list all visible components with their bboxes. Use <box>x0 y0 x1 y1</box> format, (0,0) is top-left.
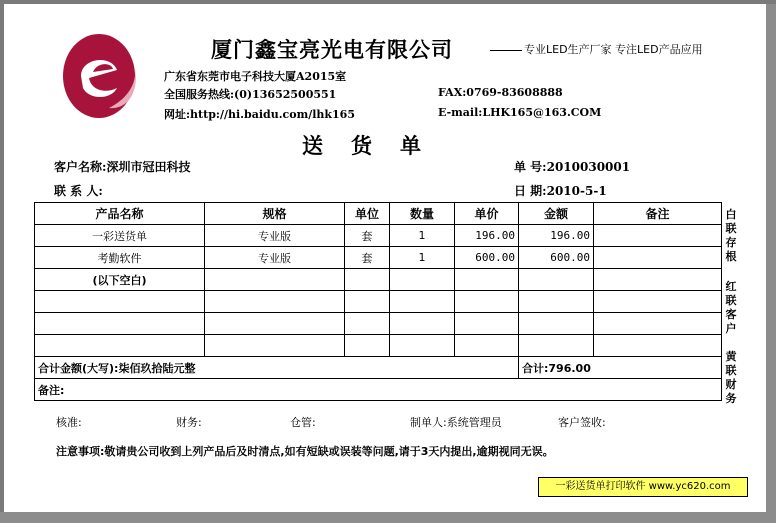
cell-product: 一彩送货单 <box>35 225 205 247</box>
cell-price: 600.00 <box>455 247 519 269</box>
company-email: E-mail:LHK165@163.COM <box>438 106 602 119</box>
col-header-product: 产品名称 <box>35 203 205 225</box>
table-header-row <box>35 203 722 225</box>
col-header-price: 单价 <box>455 203 519 225</box>
total-amount: 合计:796.00 <box>519 357 722 379</box>
company-website: 网址:http://hi.baidu.com/lhk165 <box>164 108 355 121</box>
remark-label: 备注: <box>35 379 722 401</box>
remark-row <box>35 379 722 401</box>
copy-label-red: 红联客户 <box>725 280 737 335</box>
col-header-unit: 单位 <box>345 203 390 225</box>
company-slogan: 专业LED生产厂家 专注LED产品应用 <box>524 43 703 56</box>
cell-unit: 套 <box>345 247 390 269</box>
notice-text: 注意事项:敬请贵公司收到上列产品后及时清点,如有短缺或误装等问题,请于3天内提出,逾期视同无误。 <box>56 445 554 458</box>
cell-blank-note: (以下空白) <box>35 269 205 291</box>
cell-amount: 196.00 <box>519 225 594 247</box>
company-fax: FAX:0769-83608888 <box>438 86 563 99</box>
cell-remark <box>594 247 722 269</box>
cell-product: 考勤软件 <box>35 247 205 269</box>
total-row <box>35 357 722 379</box>
customer-name: 客户名称:深圳市冠田科技 <box>54 160 191 174</box>
contact-person: 联 系 人: <box>54 184 103 198</box>
title-rule <box>490 50 522 51</box>
document-title: 送货单 <box>302 133 449 158</box>
cell-unit: 套 <box>345 225 390 247</box>
window-edge-bottom <box>0 512 776 523</box>
sig-reviewer: 核准: <box>56 416 82 429</box>
cell-quantity: 1 <box>390 247 455 269</box>
items-table <box>34 202 722 401</box>
copy-label-yellow: 黄联财务 <box>725 350 737 405</box>
sig-customer: 客户签收: <box>558 416 606 429</box>
total-in-words: 合计金额(大写):柒佰玖拾陆元整 <box>35 357 519 379</box>
col-header-spec: 规格 <box>205 203 345 225</box>
cell-amount: 600.00 <box>519 247 594 269</box>
cell-price: 196.00 <box>455 225 519 247</box>
col-header-amount: 金额 <box>519 203 594 225</box>
table-row <box>35 247 722 269</box>
company-hotline: 全国服务热线:(0)13652500551 <box>164 88 337 101</box>
delivery-note-page <box>4 4 766 512</box>
col-header-remark: 备注 <box>594 203 722 225</box>
table-row <box>35 269 722 291</box>
table-row <box>35 225 722 247</box>
software-ad-banner[interactable]: 一彩送货单打印软件 www.yc620.com <box>538 477 748 497</box>
cell-spec: 专业版 <box>205 225 345 247</box>
company-address: 广东省东莞市电子科技大厦A2015室 <box>164 70 347 83</box>
copy-label-white: 白联存根 <box>725 208 737 263</box>
window-edge-right <box>766 4 776 523</box>
company-logo-icon <box>59 28 139 120</box>
order-date: 日 期:2010-5-1 <box>514 184 607 198</box>
company-name: 厦门鑫宝亮光电有限公司 <box>211 37 453 62</box>
cell-remark <box>594 225 722 247</box>
table-row <box>35 291 722 313</box>
cell-quantity: 1 <box>390 225 455 247</box>
cell-spec: 专业版 <box>205 247 345 269</box>
table-row <box>35 335 722 357</box>
sig-preparer: 制单人:系统管理员 <box>410 416 502 429</box>
sig-finance: 财务: <box>176 416 202 429</box>
order-number: 单 号:2010030001 <box>514 160 631 174</box>
sig-warehouse: 仓管: <box>290 416 316 429</box>
table-row <box>35 313 722 335</box>
col-header-quantity: 数量 <box>390 203 455 225</box>
